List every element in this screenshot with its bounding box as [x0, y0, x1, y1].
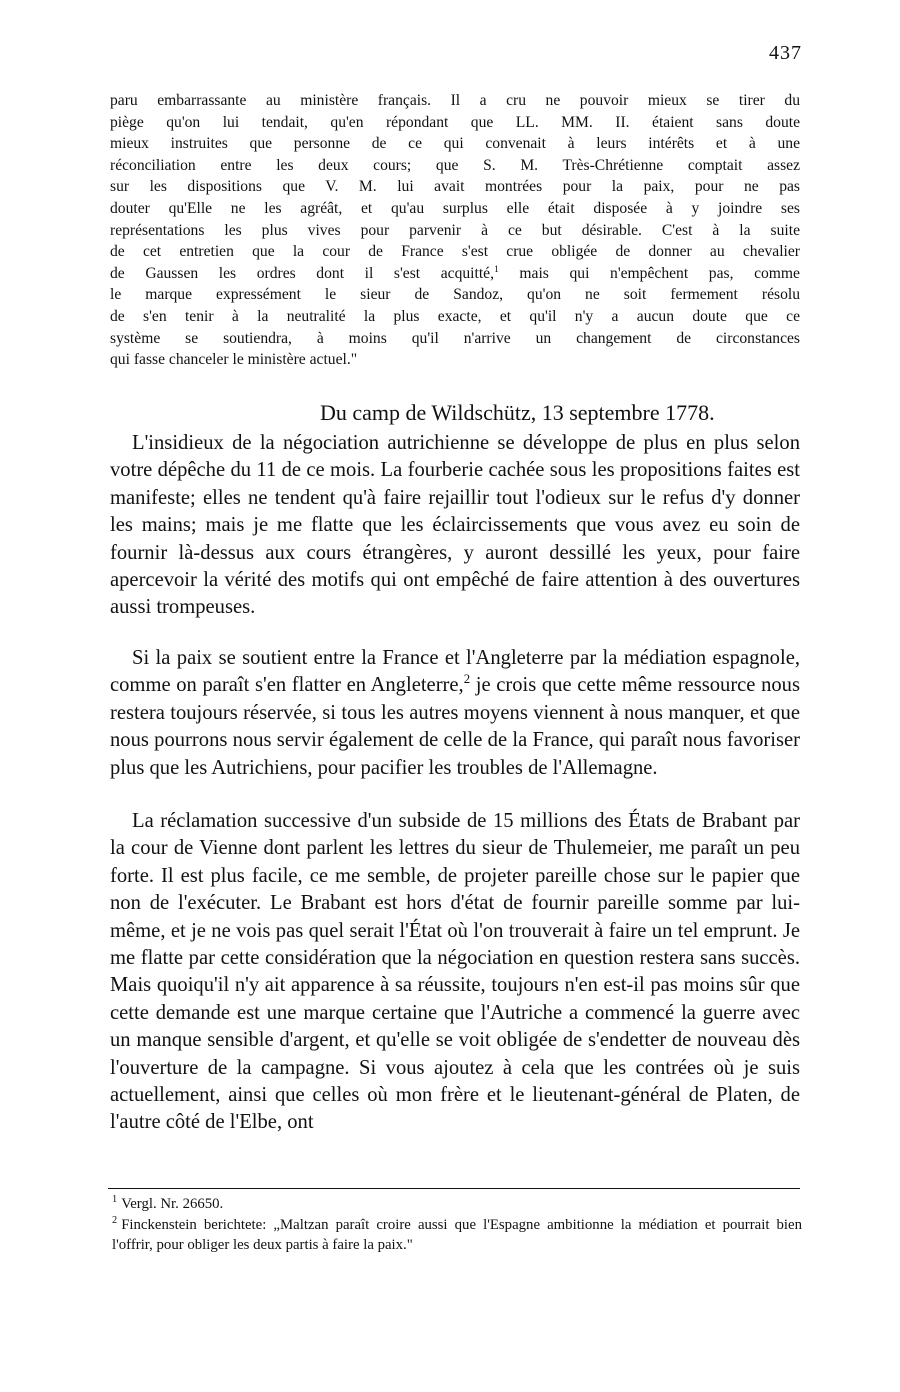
quote-line: sur les dispositions que V. M. lui avait montrées pour la paix, pour ne pas	[110, 178, 800, 196]
footnote	[112, 1215, 802, 1256]
footnote	[112, 1194, 802, 1215]
footnote-ref: 2	[463, 672, 471, 687]
footnotes	[112, 1194, 802, 1256]
footnote-divider	[108, 1188, 800, 1189]
dateline: Du camp de Wildschütz, 13 septembre 1778.	[320, 400, 715, 425]
letter-paragraph	[110, 645, 800, 782]
quote-line: piège qu'on lui tendait, qu'en répondant que LL. MM. II. étaient sans doute	[110, 113, 800, 131]
quote-line: réconciliation entre les deux cours; que S. M. Très-Chrétienne comptait assez	[110, 156, 800, 174]
quote-line: paru embarrassante au ministère français. Il a cru ne pouvoir mieux se tirer du	[110, 92, 800, 109]
quote-line-text: mais qui n'empêchent pas, comme	[498, 264, 800, 282]
paragraph-text-part: je crois que cette même ressource nous restera toujours réservée, si tous les autres moyens viennent à nous manquer, et que nous pourrons nous servir également de celle de la France, qui paraît nous favoriser plus que les Autrichiens, pour pacifier les troubles de l'Allemagne.	[110, 674, 800, 779]
paragraph-text: L'insidieux de la négociation autrichienne se développe de plus en plus selon votre dépêche du 11 de ce mois. La fourberie cachée sous les propositions faites est manifeste; elles ne tendent qu'à faire rejaillir tout l'odieux sur le refus d'y donner les mains; mais je me flatte que les éclaircissements que vous avez eu soin de fournir là-dessus aux cours étrangères, y auront dessillé les yeux, pour faire apercevoir la vérité des motifs qui ont empêché de faire attention à des ouvertures aussi trompeuses.	[110, 432, 800, 619]
quoted-report	[110, 90, 800, 371]
page-number: 437	[769, 42, 802, 64]
paragraph-text-part: Si la paix se soutient entre la France et l'Angleterre par la médiation espagnole, comme on paraît s'en flatter en Angleterre,	[110, 647, 800, 697]
quote-line: le marque expressément le sieur de Sandoz, qu'on ne soit fermement résolu	[110, 286, 800, 304]
footnote-text: Vergl. Nr. 26650.	[121, 1196, 224, 1212]
quote-line: mieux instruites que personne de ce qui convenait à leurs intérêts et à une	[110, 135, 800, 153]
quote-line: douter qu'Elle ne les agréât, et qu'au surplus elle était disposée à y joindre ses	[110, 199, 800, 217]
footnote-mark: 1	[112, 1194, 118, 1206]
footnote-mark: 2	[112, 1214, 118, 1226]
footnote-ref: 1	[493, 263, 499, 275]
quote-line: de s'en tenir à la neutralité la plus exacte, et qu'il n'y a aucun doute que ce	[110, 307, 800, 325]
quote-line: qui fasse chanceler le ministère actuel."	[110, 351, 358, 369]
quote-line	[110, 263, 800, 285]
letter-paragraph	[110, 808, 800, 1137]
letter-paragraph	[110, 430, 800, 622]
paragraph-text: La réclamation successive d'un subside de 15 millions des États de Brabant par la cour de Vienne dont parlent les lettres du sieur de Thulemeier, me paraît un peu forte. Il est plus facile, ce me semble, de projeter pareille chose sur le papier que non de l'exécuter. Le Brabant est hors d'état de fournir pareille somme par lui-même, et je ne vois pas quel serait l'État où l'on trouverait à faire un tel emprunt. Je me flatte par cette considération que la négociation en question restera sans succès. Mais quoiqu'il n'y ait apparence à sa réussite, toujours n'en est-il pas moins sûr que cette demande est une marque certaine que l'Autriche a commencé la guerre avec un manque sensible d'argent, et qu'elle se voit obligée de s'endetter de nouveau dès l'ouverture de la campagne. Si vous ajoutez à cela que les contrées où je suis actuellement, ainsi que celles où mon frère et le lieutenant-général de Platen, de l'autre côté de l'Elbe, ont	[110, 810, 800, 1134]
paragraph-text	[110, 645, 800, 782]
footnote-text: Finckenstein berichtete: „Maltzan paraît croire aussi que l'Espagne ambitionne la médiation et pourrait bien l'offrir, pour obliger les deux partis à faire la paix."	[112, 1216, 802, 1253]
quote-line: de cet entretien que la cour de France s'est crue obligée de donner au chevalier	[110, 243, 800, 261]
quote-line: représentations les plus vives pour parvenir à ce but désirable. C'est à la suite	[110, 221, 800, 239]
quote-line: système se soutiendra, à moins qu'il n'arrive un changement de circonstances	[110, 329, 800, 347]
quote-line-text: de Gaussen les ordres dont il s'est acquitté,	[110, 264, 494, 282]
